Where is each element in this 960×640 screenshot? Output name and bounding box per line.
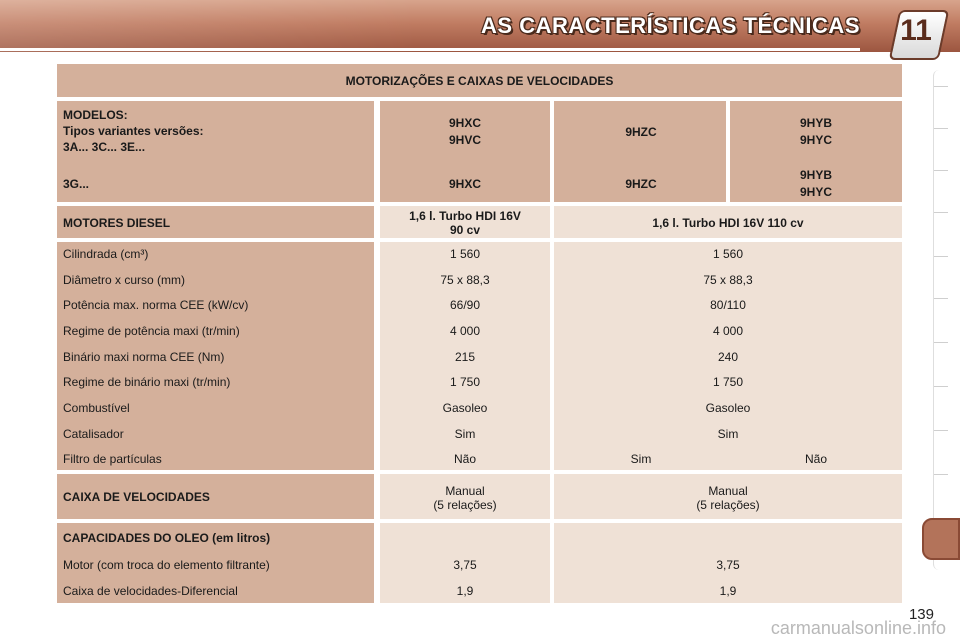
model-3g-9hxc: 9HXC bbox=[448, 177, 481, 191]
engine-110cv: 1,6 l. Turbo HDI 16V 110 cv bbox=[652, 216, 804, 230]
models-label-1: MODELOS: bbox=[63, 108, 128, 122]
side-tab-divider bbox=[934, 298, 948, 299]
spec-value: 240 bbox=[717, 350, 739, 364]
side-tab-active[interactable] bbox=[922, 518, 960, 560]
gearbox-type: Manual bbox=[445, 484, 485, 498]
capacities-label: CAPACIDADES DO OLEO (em litros) bbox=[63, 531, 271, 545]
header-gradient bbox=[0, 0, 420, 52]
spec-label: Regime de binário maxi (tr/min) bbox=[63, 375, 231, 389]
model-3g-9hyb: 9HYB bbox=[799, 168, 832, 182]
engines-label: MOTORES DIESEL bbox=[63, 216, 171, 230]
model-9hyc: 9HYC bbox=[799, 133, 832, 147]
model-9hxc: 9HXC bbox=[448, 116, 481, 130]
spec-label: Diâmetro x curso (mm) bbox=[63, 273, 186, 287]
spec-value: 4 000 bbox=[449, 324, 481, 338]
side-tab-divider bbox=[934, 128, 948, 129]
spec-value: 1 560 bbox=[449, 247, 481, 261]
filter-label: Filtro de partículas bbox=[63, 452, 162, 466]
gearbox-type: Manual bbox=[708, 484, 748, 498]
spec-value: 66/90 bbox=[449, 298, 481, 312]
spec-value: 75 x 88,3 bbox=[703, 273, 753, 287]
chapter-number: 11 bbox=[900, 14, 932, 47]
spec-value: Sim bbox=[717, 427, 739, 441]
model-9hyb: 9HYB bbox=[799, 116, 832, 130]
page-number: 139 bbox=[908, 606, 934, 623]
capacity-value: 1,9 bbox=[456, 584, 474, 598]
capacity-value: 1,9 bbox=[719, 584, 737, 598]
spec-value: 75 x 88,3 bbox=[440, 273, 490, 287]
spec-value: 1 750 bbox=[712, 375, 744, 389]
filter-value-9hzc: Sim bbox=[630, 452, 652, 466]
spec-label: Potência max. norma CEE (kW/cv) bbox=[63, 298, 249, 312]
page-title: AS CARACTERÍSTICAS TÉCNICAS bbox=[481, 13, 860, 38]
side-tab-divider bbox=[934, 256, 948, 257]
engine-90cv-line2: 90 cv bbox=[449, 223, 481, 237]
gearbox-ratios: (5 relações) bbox=[696, 498, 760, 512]
spec-label: Catalisador bbox=[63, 427, 124, 441]
spec-value: 80/110 bbox=[710, 298, 746, 312]
spec-value: 1 750 bbox=[449, 375, 481, 389]
model-3g-9hyc: 9HYC bbox=[799, 185, 832, 199]
gearbox-ratios: (5 relações) bbox=[433, 498, 497, 512]
side-tab-divider bbox=[934, 342, 948, 343]
model-9hvc: 9HVC bbox=[448, 133, 481, 147]
spec-value: 215 bbox=[454, 350, 476, 364]
side-tab-divider bbox=[934, 212, 948, 213]
side-tab-divider bbox=[934, 86, 948, 87]
capacity-label: Caixa de velocidades-Diferencial bbox=[63, 584, 238, 598]
capacity-value: 3,75 bbox=[453, 558, 477, 572]
spec-label: Regime de potência maxi (tr/min) bbox=[63, 324, 240, 338]
spec-value: 4 000 bbox=[712, 324, 744, 338]
chapter-side-tabs bbox=[933, 70, 946, 570]
capacity-label: Motor (com troca do elemento filtrante) bbox=[63, 558, 270, 572]
engine-90cv-line1: 1,6 l. Turbo HDI 16V bbox=[409, 209, 521, 223]
model-9hzc: 9HZC bbox=[625, 125, 657, 139]
spec-label: Binário maxi norma CEE (Nm) bbox=[63, 350, 225, 364]
gearbox-label: CAIXA DE VELOCIDADES bbox=[63, 490, 210, 504]
side-tab-divider bbox=[934, 386, 948, 387]
models-label-3: 3A... 3C... 3E... bbox=[63, 140, 146, 154]
capacity-value: 3,75 bbox=[716, 558, 740, 572]
models-label-3g: 3G... bbox=[63, 177, 90, 191]
side-tab-divider bbox=[934, 430, 948, 431]
spec-label: Combustível bbox=[63, 401, 130, 415]
spec-value: Gasoleo bbox=[442, 401, 488, 415]
model-3g-9hzc: 9HZC bbox=[625, 177, 657, 191]
spec-value: 1 560 bbox=[712, 247, 744, 261]
spec-value: Sim bbox=[454, 427, 476, 441]
spec-label: Cilindrada (cm³) bbox=[63, 247, 149, 261]
side-tab-divider bbox=[934, 170, 948, 171]
models-label-2: Tipos variantes versões: bbox=[63, 124, 204, 138]
side-tab-divider bbox=[934, 474, 948, 475]
filter-value-90cv: Não bbox=[453, 452, 476, 466]
spec-value: Gasoleo bbox=[705, 401, 751, 415]
table-title: MOTORIZAÇÕES E CAIXAS DE VELOCIDADES bbox=[57, 64, 902, 97]
filter-value-9hyb: Não bbox=[804, 452, 827, 466]
header-divider bbox=[0, 48, 860, 51]
watermark: carmanualsonline.info bbox=[770, 618, 946, 638]
